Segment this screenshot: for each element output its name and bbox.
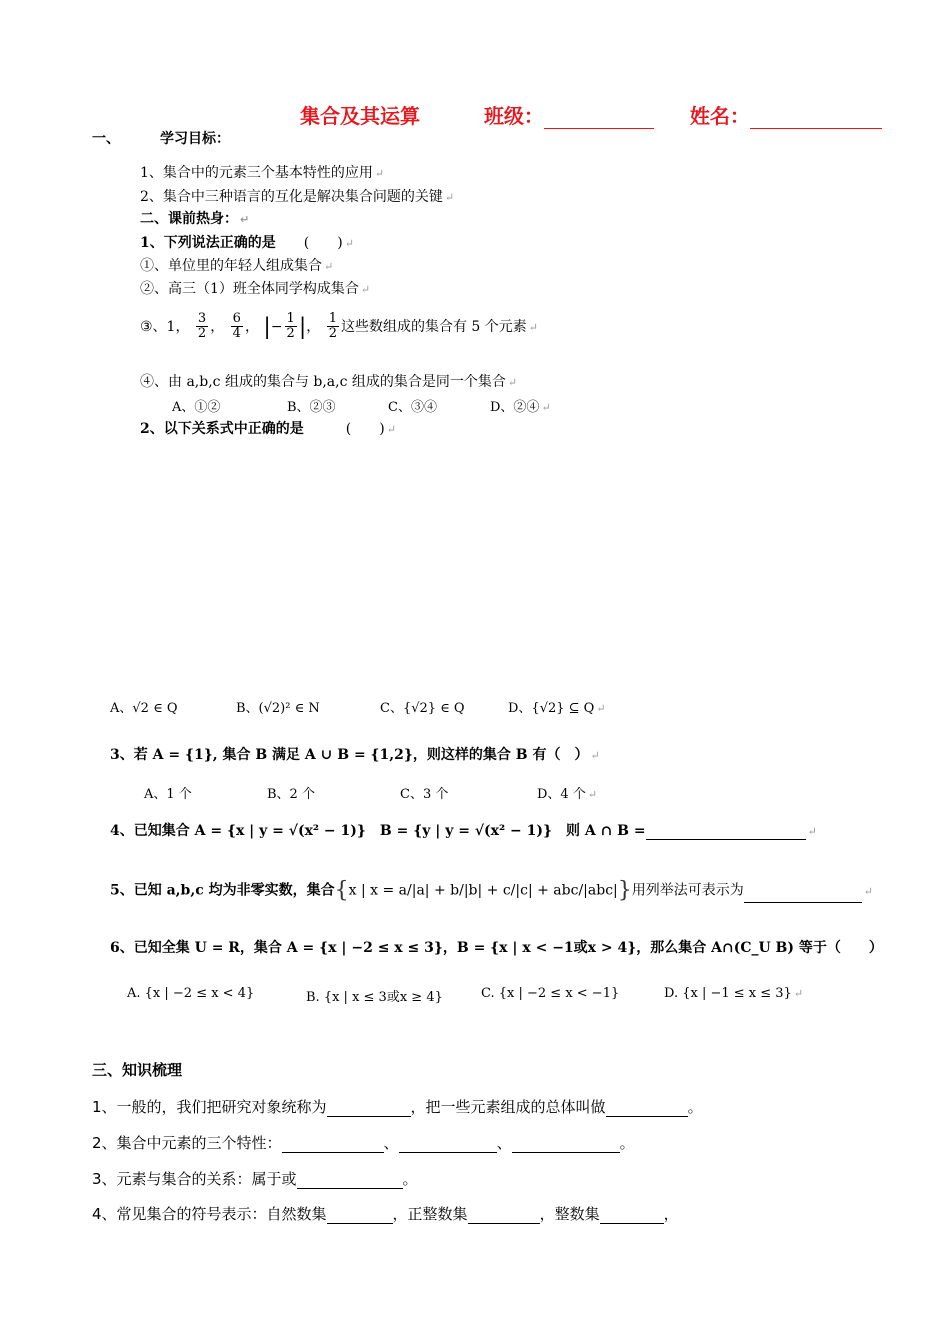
- q2-option-a: A、√2 ∈ Q: [110, 701, 178, 716]
- q1-statement-2: ②、高三（1）班全体同学构成集合 ↵: [140, 281, 371, 297]
- fraction-1-2-abs: $\frac{1}{2}$: [286, 311, 295, 342]
- q1-statement-1: ①、单位里的年轻人组成集合 ↵: [140, 258, 334, 274]
- q3-option-a: A、1 个: [144, 787, 192, 802]
- class-blank: [544, 108, 654, 129]
- page-title-row: [300, 100, 882, 129]
- q5-set: x | x = a/|a| + b/|b| + c/|c| + abc/|abc|: [348, 882, 618, 899]
- fraction-3-2: $\frac{3}{2}$: [197, 311, 207, 342]
- q1-statement-4: ④、由 a,b,c 组成的集合与 b,a,c 组成的集合是同一个集合 ↵: [140, 374, 518, 390]
- name-blank: [750, 108, 882, 129]
- q6-stem: 6、已知全集 U = R，集合 A = {x | −2 ≤ x ≤ 3}，B = {x | x < −1或x > 4}，那么集合 A∩(C_U B) 等于（ ）: [110, 940, 883, 956]
- q6-option-c: C. {x | −2 ≤ x < −1}: [481, 986, 620, 1001]
- q1-option-d: D、②④ ↵: [490, 400, 551, 415]
- section1-number: 一、: [92, 131, 120, 147]
- q1-option-b: B、②③: [287, 400, 336, 415]
- knowledge-line-1: 1、一般的，我们把研究对象统称为 ，把一些元素组成的总体叫做 。: [92, 1098, 703, 1116]
- class-label: 班级：: [483, 104, 544, 128]
- name-label: 姓名：: [689, 104, 750, 128]
- q6-option-d: D. {x | −1 ≤ x ≤ 3} ↵: [664, 986, 804, 1001]
- q1-option-c: C、③④: [388, 400, 437, 415]
- goal-item-1: 1、集合中的元素三个基本特性的应用 ↵: [140, 165, 385, 181]
- knowledge-line-2: 2、集合中元素的三个特性： 、 、 。: [92, 1134, 635, 1152]
- q3-option-d: D、4 个 ↵: [537, 787, 598, 802]
- q4-answer-blank: [646, 823, 806, 840]
- q2-option-d: D、{√2} ⊆ Q ↵: [508, 701, 606, 716]
- q1-option-a: A、①②: [172, 400, 221, 415]
- q2-option-b: B、(√2)² ∈ N: [236, 701, 320, 716]
- q3-stem: 3、若 A = {1}, 集合 B 满足 A ∪ B = {1,2}，则这样的集合 B 有（ ） ↵: [110, 747, 600, 763]
- page-title: 集合及其运算: [300, 104, 420, 128]
- q5-stem: 5、已知 a,b,c 均为非零实数，集合{x | x = a/|a| + b/|b| + c/|c| + abc/|abc|}用列举法可表示为 ↵: [110, 878, 873, 903]
- fraction-1-2: $\frac{1}{2}$: [328, 311, 337, 342]
- q1-statement-3: ③、1， $\frac{3}{2}$ ， $\frac{6}{4}$ ， |− $\frac{1}{2}$ |， $\frac{1}{2}$ 这些数组成的集合有 5 个元素 ↵: [140, 311, 539, 342]
- q3-option-c: C、3 个: [400, 787, 449, 802]
- q6-option-a: A. {x | −2 ≤ x < 4}: [127, 986, 255, 1001]
- knowledge-line-4: 4、常见集合的符号表示：自然数集 ，正整数集 ，整数集 ，: [92, 1205, 679, 1223]
- q4-stem: 4、已知集合 A = {x | y = √(x² − 1)} B = {y | y = √(x² − 1)} 则 A ∩ B = ↵: [110, 823, 817, 839]
- q5-answer-blank: [744, 886, 862, 903]
- q1-stem: 1、下列说法正确的是 ( ) ↵: [140, 235, 354, 251]
- q6-option-b: B. {x | x ≤ 3或x ≥ 4}: [306, 990, 443, 1005]
- fraction-6-4: $\frac{6}{4}$: [232, 311, 241, 342]
- section2-heading: 二、课前热身： ↵: [140, 211, 250, 227]
- goal-item-2: 2、集合中三种语言的互化是解决集合问题的关键 ↵: [140, 189, 455, 205]
- q2-option-c: C、{√2} ∈ Q: [380, 701, 465, 716]
- knowledge-line-3: 3、元素与集合的关系：属于或 。: [92, 1170, 418, 1188]
- section3-heading: 三、知识梳理: [92, 1061, 183, 1079]
- section1-heading: 学习目标：: [160, 131, 230, 147]
- q3-option-b: B、2 个: [267, 787, 315, 802]
- q2-stem: 2、以下关系式中正确的是 ( ) ↵: [140, 421, 396, 437]
